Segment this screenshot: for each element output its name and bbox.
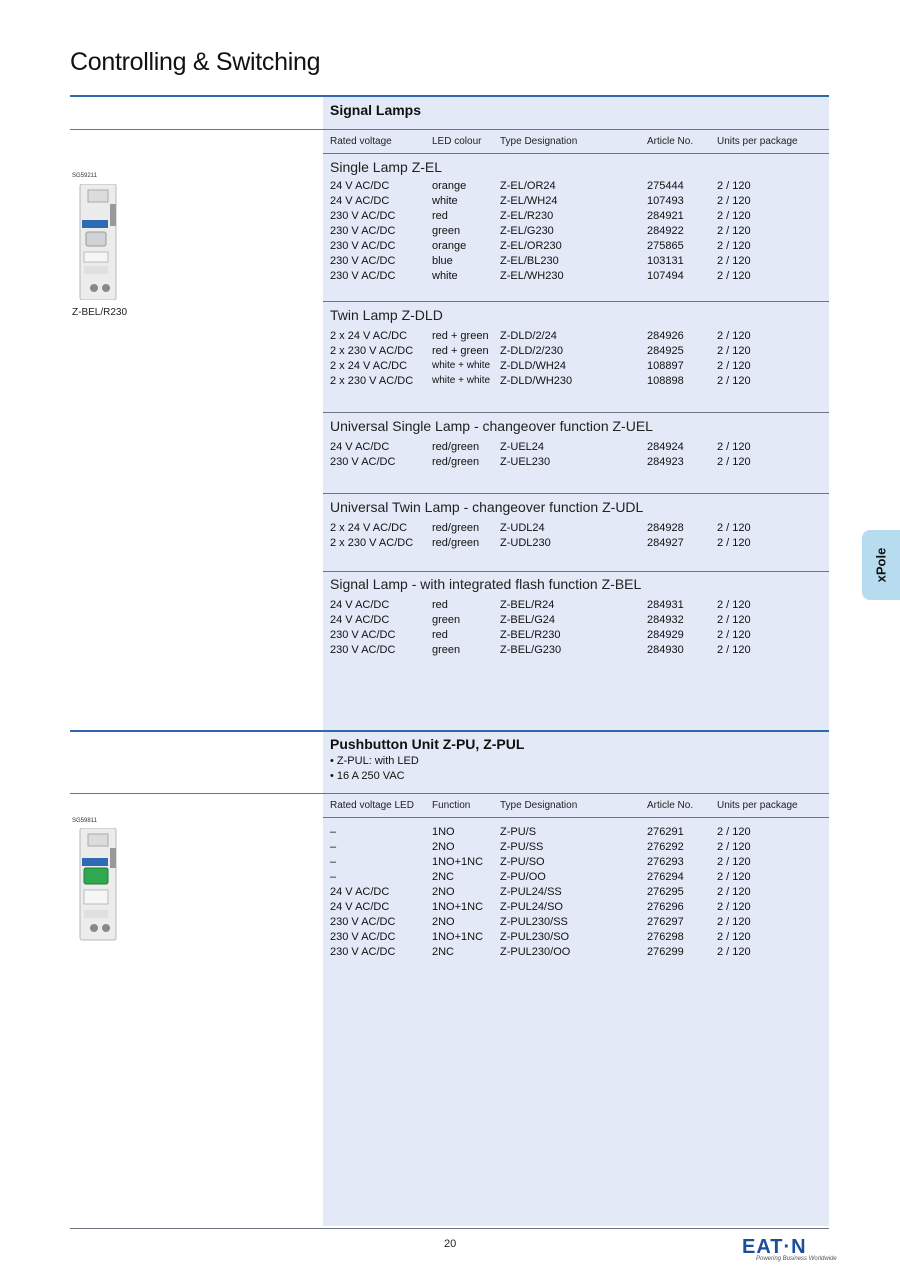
- table-row: [0, 345, 900, 360]
- units-per-package: 2 / 120: [717, 270, 751, 282]
- col-article-no: Article No.: [647, 800, 694, 811]
- table-divider: [323, 817, 829, 818]
- type-designation: Z-PU/S: [500, 826, 537, 838]
- units-per-package: 2 / 120: [717, 240, 751, 252]
- page-number: 20: [444, 1238, 457, 1250]
- type-designation: Z-BEL/R24: [500, 599, 555, 611]
- table-row: [0, 456, 900, 471]
- table-row: [0, 871, 900, 886]
- type-designation: Z-PUL24/SO: [500, 901, 563, 913]
- col-rated-voltage-led: Rated voltage LED: [330, 800, 414, 811]
- rated-voltage: 2 x 230 V AC/DC: [330, 375, 414, 387]
- article-no: 276291: [647, 826, 684, 838]
- units-per-package: 2 / 120: [717, 360, 751, 372]
- type-designation: Z-EL/BL230: [500, 255, 559, 267]
- table-row: [0, 599, 900, 614]
- group-divider: [323, 571, 829, 572]
- rated-voltage-led: 24 V AC/DC: [330, 886, 390, 898]
- rated-voltage: 2 x 230 V AC/DC: [330, 345, 414, 357]
- article-no: 107494: [647, 270, 684, 282]
- bullet-text: 16 A 250 VAC: [336, 770, 405, 782]
- led-colour: blue: [432, 255, 453, 267]
- article-no: 275444: [647, 180, 684, 192]
- article-no: 275865: [647, 240, 684, 252]
- logo-word: EAT·N: [742, 1236, 807, 1258]
- logo-tagline: Powering Business Worldwide: [756, 1256, 837, 1262]
- article-no: 284930: [647, 644, 684, 656]
- article-no: 284927: [647, 537, 684, 549]
- function: 2NO: [432, 916, 455, 928]
- type-designation: Z-BEL/R230: [500, 629, 561, 641]
- units-per-package: 2 / 120: [717, 931, 751, 943]
- group-title-universal-twin-lamp: Universal Twin Lamp - changeover function Z-UDL: [330, 499, 644, 515]
- led-colour: white: [432, 195, 458, 207]
- pushbutton-title: Pushbutton Unit Z-PU, Z-PUL: [330, 736, 525, 752]
- eaton-logo: [742, 1236, 837, 1264]
- table-row: [0, 270, 900, 285]
- type-designation: Z-BEL/G24: [500, 614, 556, 626]
- rated-voltage-led: –: [330, 841, 337, 853]
- table-row: [0, 441, 900, 456]
- type-designation: Z-DLD/WH230: [500, 375, 573, 387]
- rated-voltage-led: 230 V AC/DC: [330, 916, 396, 928]
- type-designation: Z-PUL230/SO: [500, 931, 570, 943]
- signal-lamps-title: Signal Lamps: [330, 102, 422, 118]
- units-per-package: 2 / 120: [717, 225, 751, 237]
- units-per-package: 2 / 120: [717, 901, 751, 913]
- rated-voltage: 24 V AC/DC: [330, 180, 390, 192]
- type-designation: Z-EL/G230: [500, 225, 554, 237]
- col-rated-voltage: Rated voltage: [330, 136, 392, 147]
- rated-voltage: 230 V AC/DC: [330, 629, 396, 641]
- rated-voltage-led: 230 V AC/DC: [330, 931, 396, 943]
- units-per-package: 2 / 120: [717, 629, 751, 641]
- function: 2NO: [432, 841, 455, 853]
- article-no: 276295: [647, 886, 684, 898]
- led-colour: red/green: [432, 522, 480, 534]
- function: 2NO: [432, 886, 455, 898]
- table-row: [0, 210, 900, 225]
- units-per-package: 2 / 120: [717, 330, 751, 342]
- pushbutton-device-image: [70, 828, 126, 944]
- table-row: [0, 537, 900, 552]
- rated-voltage: 230 V AC/DC: [330, 240, 396, 252]
- rated-voltage: 230 V AC/DC: [330, 225, 396, 237]
- led-colour: red: [432, 599, 448, 611]
- article-no: 276292: [647, 841, 684, 853]
- units-per-package: 2 / 120: [717, 644, 751, 656]
- units-per-package: 2 / 120: [717, 871, 751, 883]
- header-divider: [70, 793, 829, 794]
- group-divider: [323, 412, 829, 413]
- led-colour: green: [432, 644, 461, 656]
- article-no: 284921: [647, 210, 684, 222]
- article-no: 103131: [647, 255, 684, 267]
- rated-voltage-led: 24 V AC/DC: [330, 901, 390, 913]
- rated-voltage: 24 V AC/DC: [330, 599, 390, 611]
- rated-voltage: 230 V AC/DC: [330, 644, 396, 656]
- units-per-package: 2 / 120: [717, 916, 751, 928]
- table-row: [0, 841, 900, 856]
- article-no: 284931: [647, 599, 684, 611]
- article-no: 284924: [647, 441, 684, 453]
- table-row: [0, 195, 900, 210]
- rated-voltage-led: –: [330, 856, 337, 868]
- article-no: 107493: [647, 195, 684, 207]
- image-code-label: SG59811: [72, 818, 97, 824]
- function: 1NO+1NC: [432, 856, 484, 868]
- units-per-package: 2 / 120: [717, 255, 751, 267]
- article-no: 284926: [647, 330, 684, 342]
- article-no: 276294: [647, 871, 684, 883]
- table-divider: [323, 153, 829, 154]
- rated-voltage-led: –: [330, 871, 337, 883]
- type-designation: Z-PU/OO: [500, 871, 546, 883]
- type-designation: Z-UEL230: [500, 456, 551, 468]
- type-designation: Z-PUL230/OO: [500, 946, 571, 958]
- function: 1NO+1NC: [432, 931, 484, 943]
- units-per-package: 2 / 120: [717, 614, 751, 626]
- group-title-flash-signal-lamp: Signal Lamp - with integrated flash function Z-BEL: [330, 576, 642, 592]
- type-designation: Z-UEL24: [500, 441, 545, 453]
- rated-voltage: 230 V AC/DC: [330, 210, 396, 222]
- units-per-package: 2 / 120: [717, 886, 751, 898]
- units-per-package: 2 / 120: [717, 946, 751, 958]
- led-colour: red + green: [432, 345, 489, 357]
- led-colour: red: [432, 629, 448, 641]
- units-per-package: 2 / 120: [717, 599, 751, 611]
- table-row: [0, 240, 900, 255]
- table-row: [0, 856, 900, 871]
- group-title-universal-single-lamp: Universal Single Lamp - changeover function Z-UEL: [330, 418, 653, 434]
- col-function: Function: [432, 800, 471, 811]
- rated-voltage-led: –: [330, 826, 337, 838]
- led-colour: green: [432, 225, 461, 237]
- section-divider-top: [70, 730, 829, 732]
- type-designation: Z-BEL/G230: [500, 644, 562, 656]
- article-no: 284929: [647, 629, 684, 641]
- units-per-package: 2 / 120: [717, 826, 751, 838]
- function: 1NO: [432, 826, 455, 838]
- bullet-item: • 16 A 250 VAC: [330, 770, 405, 782]
- led-colour: red/green: [432, 441, 480, 453]
- rated-voltage: 2 x 24 V AC/DC: [330, 522, 408, 534]
- col-type-designation: Type Designation: [500, 136, 578, 147]
- table-row: [0, 916, 900, 931]
- rated-voltage: 2 x 24 V AC/DC: [330, 330, 408, 342]
- article-no: 284928: [647, 522, 684, 534]
- type-designation: Z-PUL24/SS: [500, 886, 562, 898]
- led-colour: red: [432, 210, 448, 222]
- led-colour: orange: [432, 240, 467, 252]
- units-per-package: 2 / 120: [717, 841, 751, 853]
- bullet-text: Z-PUL: with LED: [336, 755, 419, 767]
- units-per-package: 2 / 120: [717, 345, 751, 357]
- group-divider: [323, 301, 829, 302]
- rated-voltage: 230 V AC/DC: [330, 255, 396, 267]
- rated-voltage: 2 x 24 V AC/DC: [330, 360, 408, 372]
- article-no: 284922: [647, 225, 684, 237]
- led-colour: white + white: [432, 375, 491, 386]
- article-no: 276299: [647, 946, 684, 958]
- led-colour: white: [432, 270, 458, 282]
- led-colour: green: [432, 614, 461, 626]
- rated-voltage: 24 V AC/DC: [330, 195, 390, 207]
- footer-divider: [70, 1228, 829, 1229]
- units-per-package: 2 / 120: [717, 375, 751, 387]
- signal-lamp-device-image: [70, 184, 126, 300]
- article-no: 276298: [647, 931, 684, 943]
- type-designation: Z-UDL24: [500, 522, 545, 534]
- rated-voltage: 24 V AC/DC: [330, 614, 390, 626]
- type-designation: Z-PUL230/SS: [500, 916, 568, 928]
- type-designation: Z-EL/WH230: [500, 270, 564, 282]
- bullet-item: • Z-PUL: with LED: [330, 755, 419, 767]
- image-caption: Z-BEL/R230: [72, 307, 128, 318]
- rated-voltage-led: 230 V AC/DC: [330, 946, 396, 958]
- led-colour: white + white: [432, 360, 491, 371]
- function: 1NO+1NC: [432, 901, 484, 913]
- led-colour: orange: [432, 180, 467, 192]
- image-code-label: SG59211: [72, 173, 97, 179]
- table-row: [0, 180, 900, 195]
- table-row: [0, 629, 900, 644]
- article-no: 276293: [647, 856, 684, 868]
- section-divider-top: [70, 95, 829, 97]
- led-colour: red + green: [432, 330, 489, 342]
- page-title: Controlling & Switching: [70, 48, 321, 76]
- type-designation: Z-EL/R230: [500, 210, 554, 222]
- table-row: [0, 644, 900, 659]
- article-no: 276297: [647, 916, 684, 928]
- table-row: [0, 255, 900, 270]
- type-designation: Z-DLD/WH24: [500, 360, 567, 372]
- col-led-colour: LED colour: [432, 136, 482, 147]
- table-row: [0, 901, 900, 916]
- article-no: 284923: [647, 456, 684, 468]
- col-units-per-package: Units per package: [717, 136, 798, 147]
- table-row: [0, 826, 900, 841]
- led-colour: red/green: [432, 456, 480, 468]
- type-designation: Z-DLD/2/230: [500, 345, 563, 357]
- type-designation: Z-UDL230: [500, 537, 551, 549]
- article-no: 108897: [647, 360, 684, 372]
- article-no: 276296: [647, 901, 684, 913]
- units-per-package: 2 / 120: [717, 180, 751, 192]
- units-per-package: 2 / 120: [717, 441, 751, 453]
- col-units-per-package: Units per package: [717, 800, 798, 811]
- group-title-twin-lamp: Twin Lamp Z-DLD: [330, 307, 443, 323]
- type-designation: Z-EL/WH24: [500, 195, 558, 207]
- type-designation: Z-EL/OR24: [500, 180, 556, 192]
- table-row: [0, 360, 900, 375]
- table-row: [0, 931, 900, 946]
- table-row: [0, 375, 900, 390]
- type-designation: Z-EL/OR230: [500, 240, 562, 252]
- type-designation: Z-PU/SO: [500, 856, 545, 868]
- group-title-single-lamp: Single Lamp Z-EL: [330, 159, 443, 175]
- table-row: [0, 946, 900, 961]
- section-tab-label: xPole: [873, 547, 889, 583]
- type-designation: Z-DLD/2/24: [500, 330, 557, 342]
- table-row: [0, 886, 900, 901]
- units-per-package: 2 / 120: [717, 456, 751, 468]
- units-per-package: 2 / 120: [717, 522, 751, 534]
- col-article-no: Article No.: [647, 136, 694, 147]
- function: 2NC: [432, 871, 455, 883]
- units-per-package: 2 / 120: [717, 856, 751, 868]
- rated-voltage: 2 x 230 V AC/DC: [330, 537, 414, 549]
- article-no: 284925: [647, 345, 684, 357]
- group-divider: [323, 493, 829, 494]
- units-per-package: 2 / 120: [717, 537, 751, 549]
- led-colour: red/green: [432, 537, 480, 549]
- units-per-package: 2 / 120: [717, 195, 751, 207]
- col-type-designation: Type Designation: [500, 800, 578, 811]
- article-no: 108898: [647, 375, 684, 387]
- table-row: [0, 330, 900, 345]
- function: 2NC: [432, 946, 455, 958]
- rated-voltage: 230 V AC/DC: [330, 456, 396, 468]
- type-designation: Z-PU/SS: [500, 841, 544, 853]
- table-row: [0, 522, 900, 537]
- rated-voltage: 230 V AC/DC: [330, 270, 396, 282]
- rated-voltage: 24 V AC/DC: [330, 441, 390, 453]
- header-divider: [70, 129, 829, 130]
- table-row: [0, 614, 900, 629]
- table-row: [0, 225, 900, 240]
- section-tab-xpole[interactable]: [862, 530, 900, 600]
- units-per-package: 2 / 120: [717, 210, 751, 222]
- article-no: 284932: [647, 614, 684, 626]
